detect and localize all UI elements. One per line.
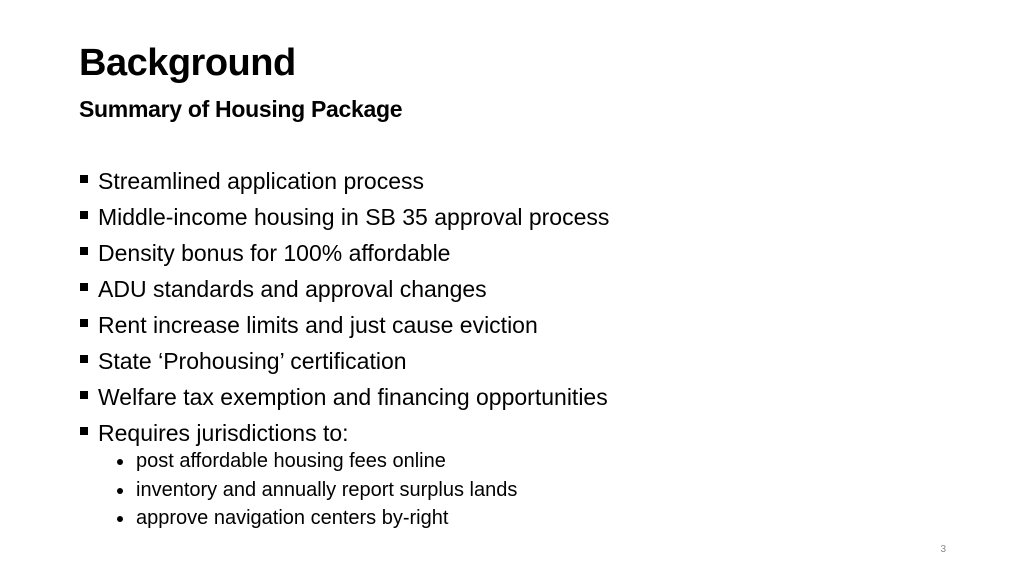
bullet-item — [79, 343, 979, 379]
slide-subtitle: Summary of Housing Package — [79, 96, 403, 122]
round-bullet-icon — [117, 459, 123, 465]
square-bullet-icon — [80, 175, 88, 183]
sub-bullet-text: approve navigation centers by-right — [136, 507, 449, 529]
square-bullet-icon — [80, 283, 88, 291]
round-bullet-icon — [117, 516, 123, 522]
bullet-item — [79, 379, 979, 415]
bullet-list — [79, 163, 979, 451]
sub-bullet-list — [115, 447, 915, 533]
square-bullet-icon — [80, 355, 88, 363]
sub-bullet-item — [115, 447, 915, 476]
square-bullet-icon — [80, 247, 88, 255]
bullet-text: Density bonus for 100% affordable — [98, 240, 451, 266]
square-bullet-icon — [80, 427, 88, 435]
bullet-item — [79, 235, 979, 271]
sub-bullet-text: post affordable housing fees online — [136, 450, 446, 472]
bullet-text: Requires jurisdictions to: — [98, 420, 349, 446]
square-bullet-icon — [80, 211, 88, 219]
square-bullet-icon — [80, 391, 88, 399]
sub-bullet-item — [115, 476, 915, 505]
page-number: 3 — [940, 544, 946, 555]
bullet-item — [79, 415, 979, 451]
sub-bullet-item — [115, 504, 915, 533]
bullet-item — [79, 307, 979, 343]
bullet-text: Welfare tax exemption and financing opportunities — [98, 384, 608, 410]
bullet-text: State ‘Prohousing’ certification — [98, 348, 407, 374]
round-bullet-icon — [117, 488, 123, 494]
bullet-text: ADU standards and approval changes — [98, 276, 487, 302]
bullet-text: Middle-income housing in SB 35 approval process — [98, 204, 610, 230]
bullet-item — [79, 199, 979, 235]
square-bullet-icon — [80, 319, 88, 327]
bullet-text: Rent increase limits and just cause eviction — [98, 312, 538, 338]
bullet-item — [79, 163, 979, 199]
bullet-text: Streamlined application process — [98, 168, 425, 194]
sub-bullet-text: inventory and annually report surplus lands — [136, 478, 518, 501]
bullet-item — [79, 271, 979, 307]
slide-title: Background — [79, 42, 296, 84]
